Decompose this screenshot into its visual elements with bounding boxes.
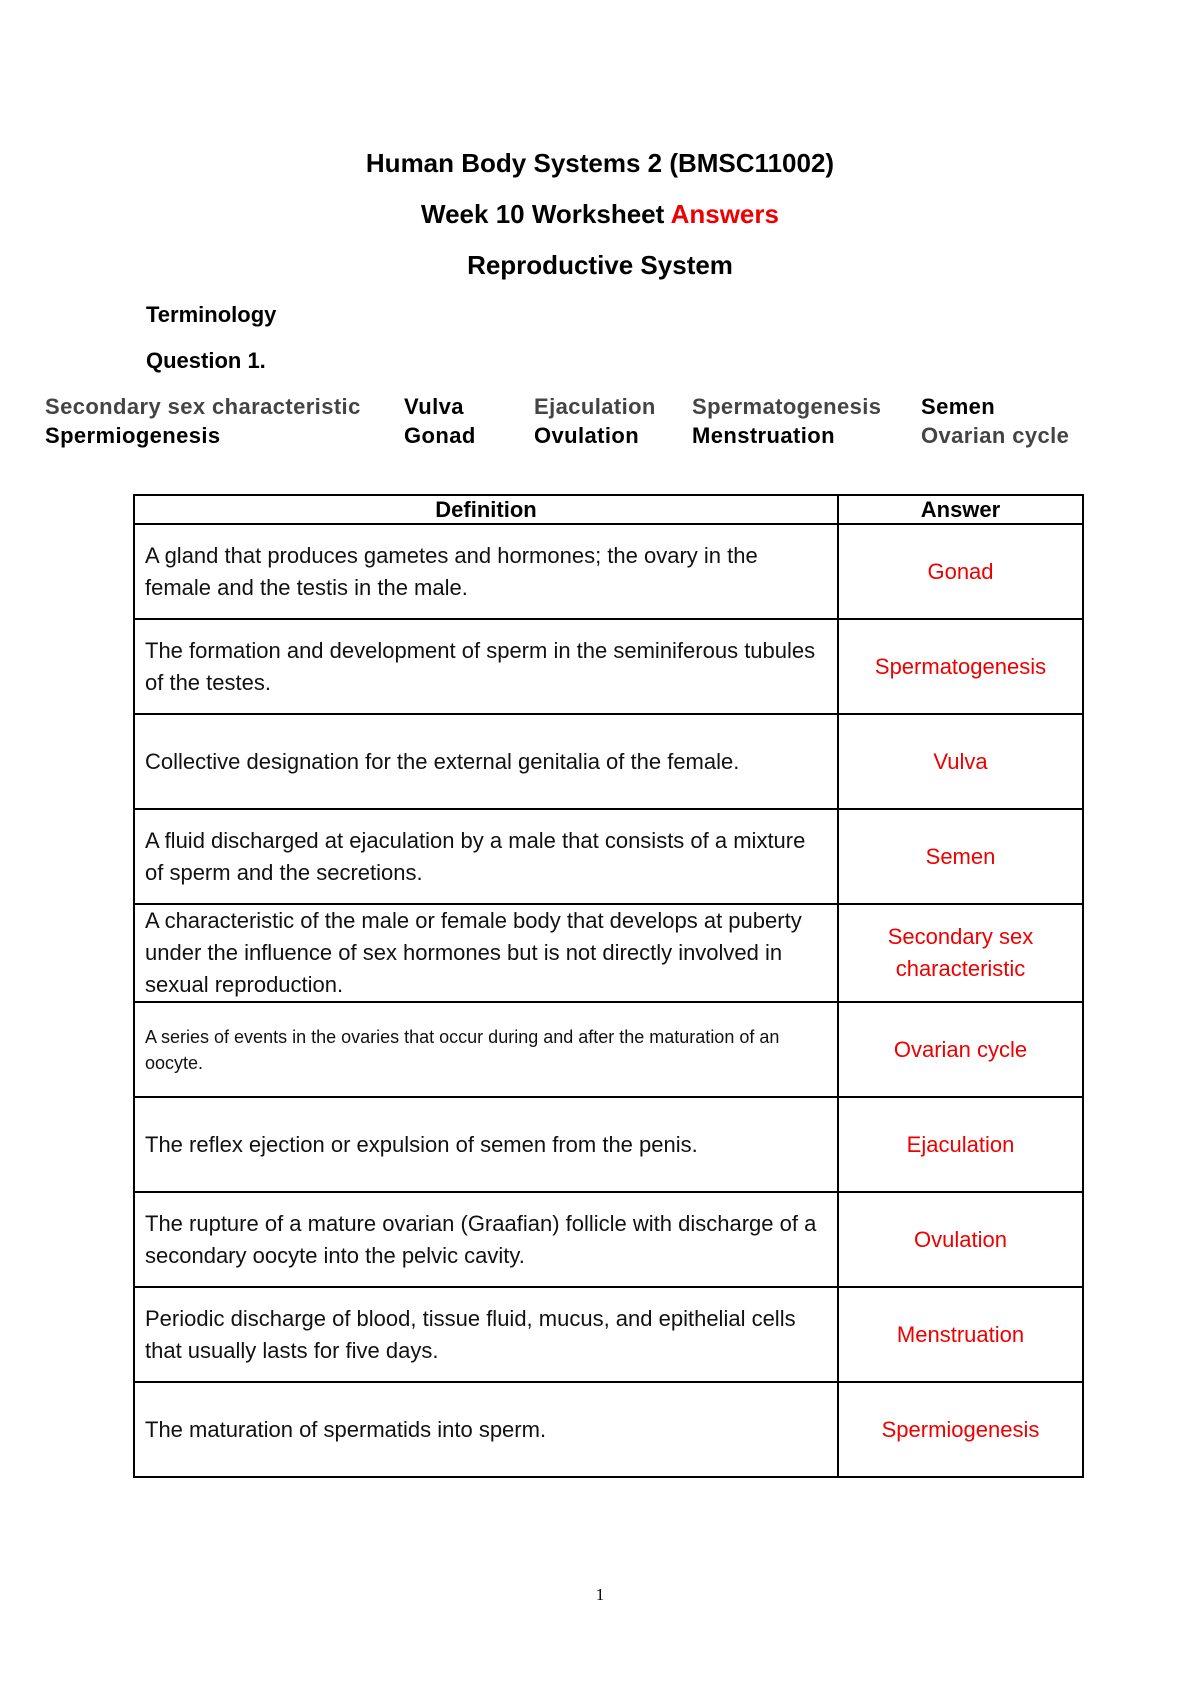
- topic-title: Reproductive System: [467, 250, 733, 280]
- table-header-row: [134, 495, 1083, 524]
- definition-cell: Periodic discharge of blood, tissue fluid, mucus, and epithelial cells that usually lasts for five days.: [134, 1287, 838, 1382]
- question-label: Question 1.: [146, 348, 266, 373]
- definition-cell: A fluid discharged at ejaculation by a male that consists of a mixture of sperm and the secretions.: [134, 809, 838, 904]
- answer-cell: Menstruation: [838, 1287, 1083, 1382]
- answer-cell: Semen: [838, 809, 1083, 904]
- table-row: [134, 1382, 1083, 1477]
- definition-cell: The rupture of a mature ovarian (Graafian) follicle with discharge of a secondary oocyte into the pelvic cavity.: [134, 1192, 838, 1287]
- answer-cell: Ovarian cycle: [838, 1002, 1083, 1097]
- definition-cell: A series of events in the ovaries that occur during and after the maturation of an oocyte.: [134, 1002, 838, 1097]
- definition-column-header: Definition: [134, 495, 838, 524]
- page-number: 1: [595, 1585, 605, 1604]
- word-bank-term: Vulva: [404, 394, 464, 419]
- definition-cell: The formation and development of sperm in the seminiferous tubules of the testes.: [134, 619, 838, 714]
- table-row: [134, 524, 1083, 619]
- word-bank-term: Menstruation: [692, 423, 835, 448]
- course-title: Human Body Systems 2 (BMSC11002): [365, 148, 835, 178]
- table-row: [134, 1097, 1083, 1192]
- answer-cell: Spermatogenesis: [838, 619, 1083, 714]
- word-bank-term: Secondary sex characteristic: [45, 394, 361, 419]
- answer-cell: Gonad: [838, 524, 1083, 619]
- definition-cell: Collective designation for the external genitalia of the female.: [134, 714, 838, 809]
- table-row: [134, 904, 1083, 1002]
- answer-cell: Secondary sex characteristic: [838, 904, 1083, 1002]
- definition-cell: The maturation of spermatids into sperm.: [134, 1382, 838, 1477]
- worksheet-title-answers: Answers: [670, 199, 779, 229]
- table-row: [134, 1287, 1083, 1382]
- section-label: Terminology: [146, 302, 277, 327]
- definition-cell: A gland that produces gametes and hormones; the ovary in the female and the testis in the male.: [134, 524, 838, 619]
- word-bank-term: Ovulation: [534, 423, 640, 448]
- table-row: [134, 809, 1083, 904]
- word-bank-term: Spermatogenesis: [692, 394, 882, 419]
- table-row: [134, 714, 1083, 809]
- definitions-table: [133, 494, 1084, 1478]
- table-row: [134, 1002, 1083, 1097]
- table-row: [134, 619, 1083, 714]
- word-bank-term: Spermiogenesis: [45, 423, 221, 448]
- worksheet-title-prefix: Week 10 Worksheet: [421, 199, 665, 229]
- answer-cell: Spermiogenesis: [838, 1382, 1083, 1477]
- word-bank-term: Semen: [921, 394, 996, 419]
- table-row: [134, 1192, 1083, 1287]
- answer-cell: Ovulation: [838, 1192, 1083, 1287]
- answer-column-header: Answer: [838, 495, 1083, 524]
- definition-cell: A characteristic of the male or female body that develops at puberty under the influence of sex hormones but is not directly involved in sexual reproduction.: [134, 904, 838, 1002]
- answer-cell: Vulva: [838, 714, 1083, 809]
- answer-cell: Ejaculation: [838, 1097, 1083, 1192]
- definition-cell: The reflex ejection or expulsion of semen from the penis.: [134, 1097, 838, 1192]
- worksheet-title: [0, 199, 1200, 230]
- word-bank-term: Ejaculation: [534, 394, 656, 419]
- word-bank-term: Gonad: [404, 423, 476, 448]
- word-bank-term: Ovarian cycle: [921, 423, 1070, 448]
